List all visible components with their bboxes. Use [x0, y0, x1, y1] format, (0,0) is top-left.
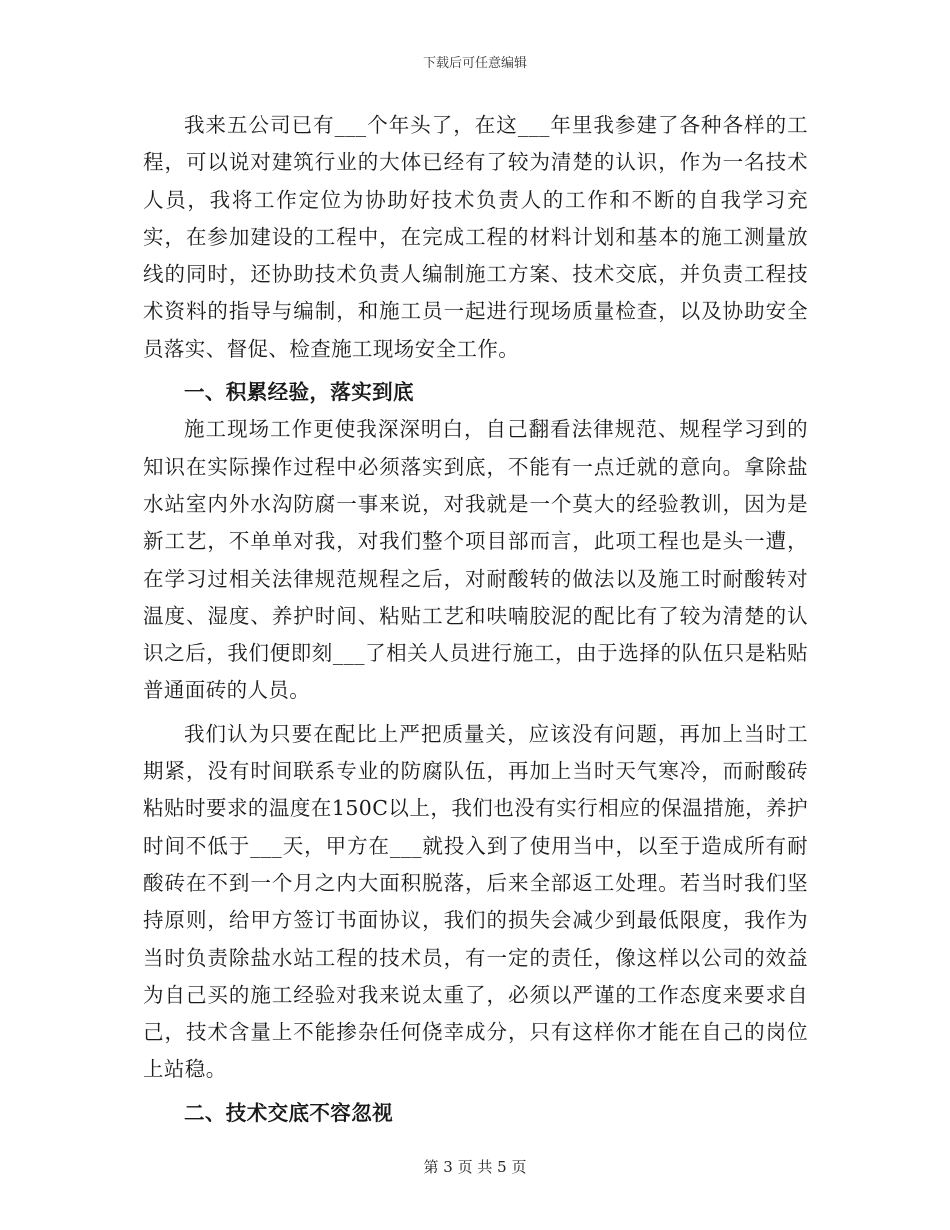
document-body: [143, 107, 808, 1132]
page-footer: 第 3 页 共 5 页: [423, 1158, 527, 1176]
paragraph-section-1: 施工现场工作更使我深深明白，自己翻看法律规范、规程学习到的知识在实际操作过程中必须落实到底，不能有一点迁就的意向。拿除盐水站室内外水沟防腐一事来说，对我就是一个莫大的经验教训，因为是新工艺，不单单对我，对我们整个项目部而言，此项工程也是头一遭，在学习过相关法律规范规程之后，对耐酸转的做法以及施工时耐酸转对温度、湿度、养护时间、粘贴工艺和呋喃胶泥的配比有了较为清楚的认识之后，我们便即刻___了相关人员进行施工，由于选择的队伍只是粘贴普通面砖的人员。: [143, 417, 808, 703]
section-heading-2: 二、技术交底不容忽视: [184, 1100, 393, 1125]
paragraph-intro: 我来五公司已有___个年头了，在这___年里我参建了各种各样的工程，可以说对建筑行业的大体已经有了较为清楚的认识，作为一名技术人员，我将工作定位为协助好技术负责人的工作和不断的自我学习充实，在参加建设的工程中，在完成工程的材料计划和基本的施工测量放线的同时，还协助技术负责人编制施工方案、技术交底，并负责工程技术资料的指导与编制，和施工员一起进行现场质量检查，以及协助安全员落实、督促、检查施工现场安全工作。: [143, 113, 808, 361]
page-header: 下载后可任意编辑: [422, 56, 527, 71]
paragraph-section-1-continued: 我们认为只要在配比上严把质量关，应该没有问题，再加上当时工期紧，没有时间联系专业的防腐队伍，再加上当时天气寒冷，而耐酸砖粘贴时要求的温度在150C以上，我们也没有实行相应的保温措施，养护时间不低于___天，甲方在___就投入到了使用当中，以至于造成所有耐酸砖在不到一个月之内大面积脱落，后来全部返工处理。若当时我们坚持原则，给甲方签订书面协议，我们的损失会减少到最低限度，我作为当时负责除盐水站工程的技术员，有一定的责任，像这样以公司的效益为自己买的施工经验对我来说太重了，必须以严谨的工作态度来要求自己，技术含量上不能掺杂任何侥幸成分，只有这样你才能在自己的岗位上站稳。: [143, 721, 808, 1082]
section-heading-1: 一、积累经验，落实到底: [184, 380, 414, 405]
